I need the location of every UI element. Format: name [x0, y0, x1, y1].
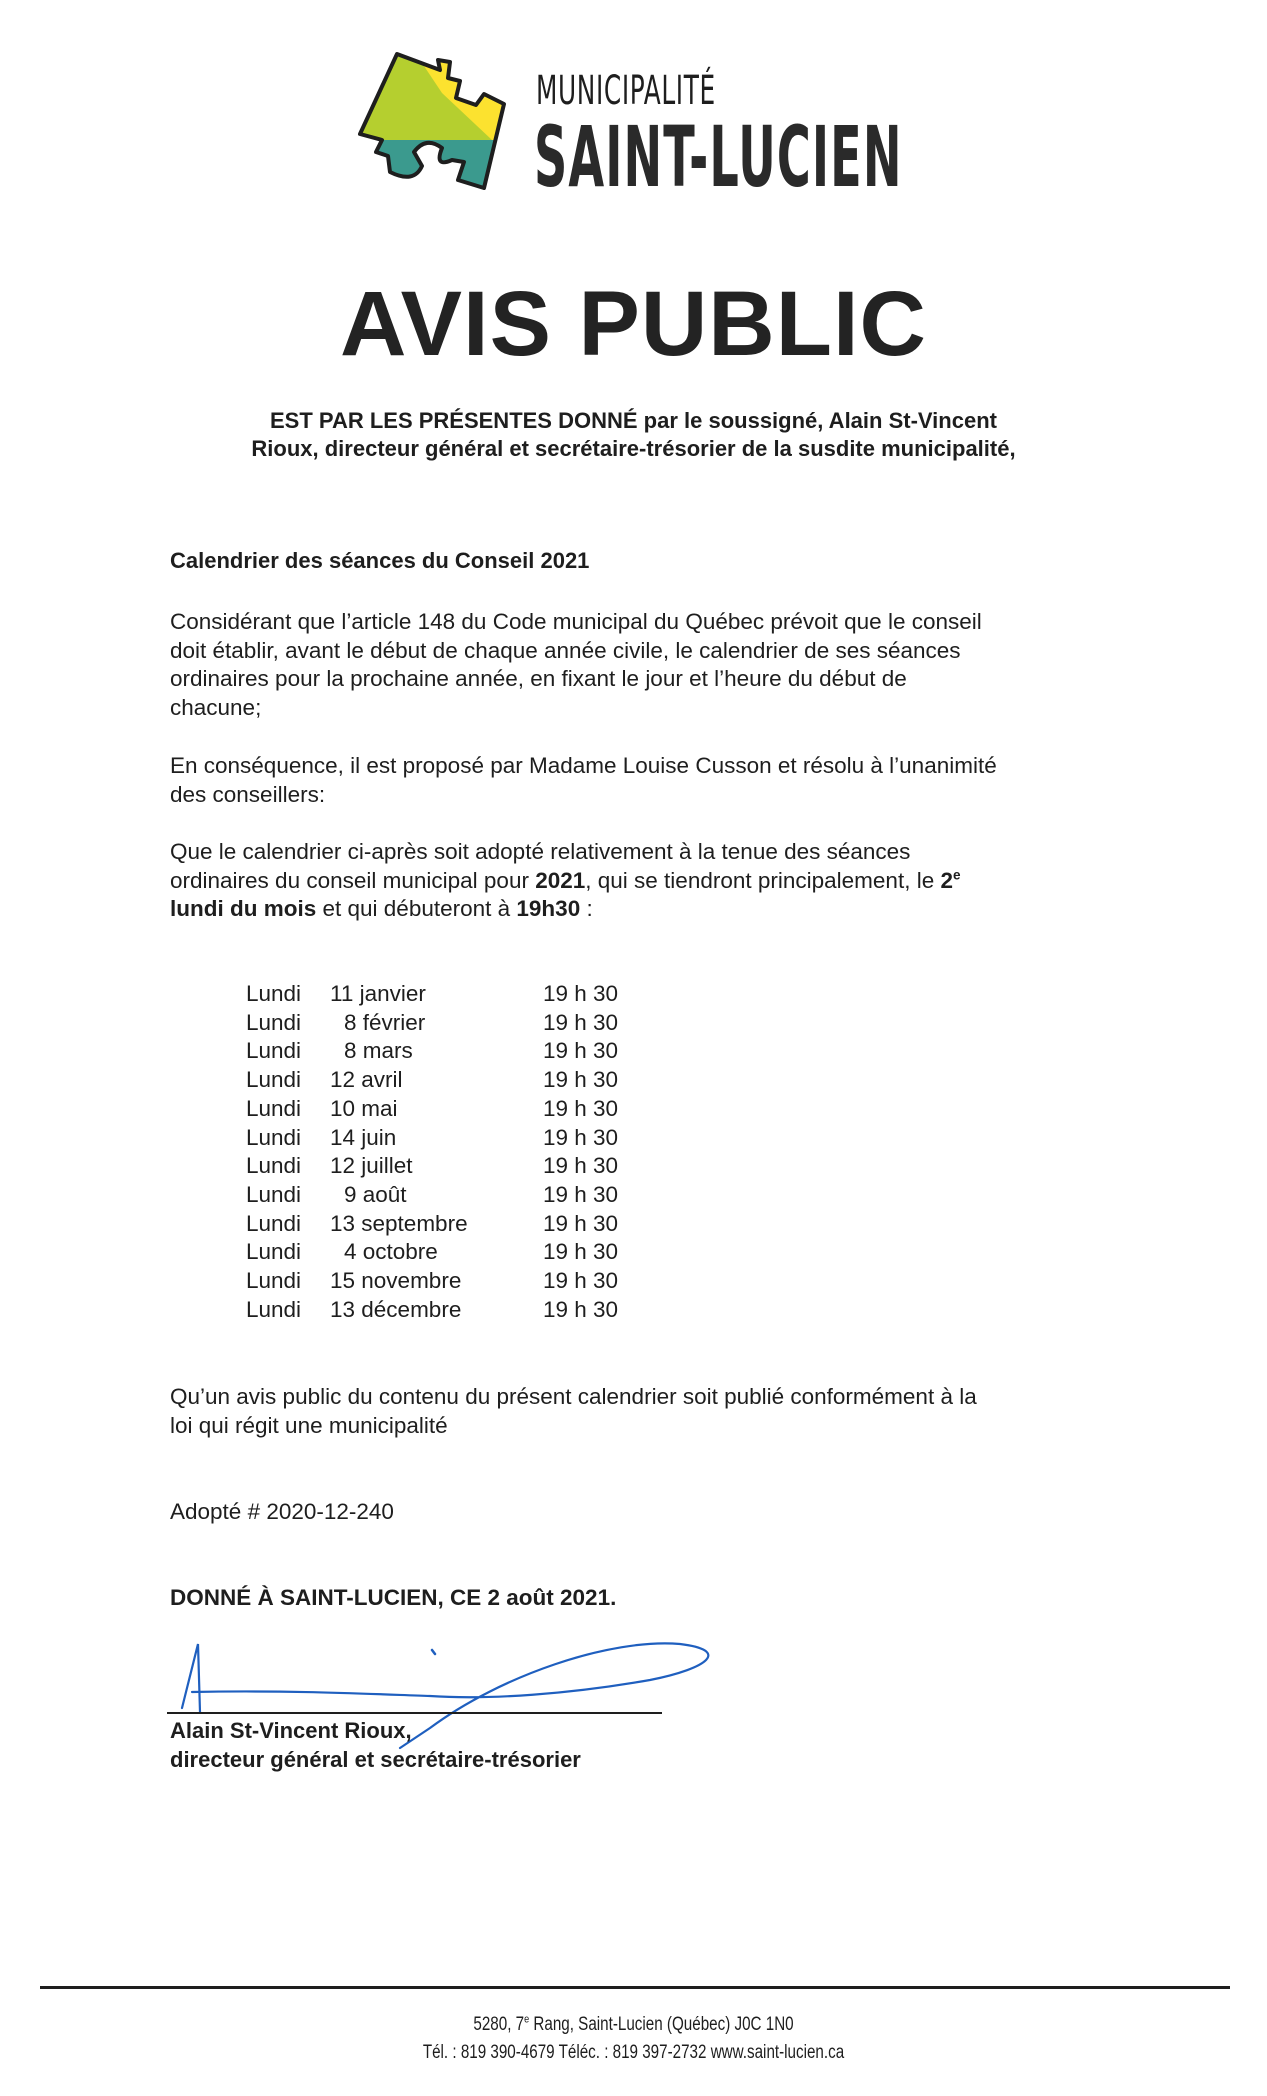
row-day: Lundi [246, 1296, 302, 1322]
row-day: Lundi [246, 1038, 302, 1064]
schedule-row [246, 1296, 746, 1325]
footer-divider [40, 1986, 1230, 1989]
text-fragment: Rang, Saint-Lucien (Québec) J0C 1N0 [529, 2014, 794, 2035]
ordinal-bold: 2 [940, 867, 953, 893]
row-time: 19 h 30 [543, 1009, 619, 1035]
paragraph-publication [170, 1383, 1130, 1440]
text-line: des conseillers: [170, 781, 326, 807]
text-line: ordinaires pour la prochaine année, en fixant le jour et l’heure du début de [170, 666, 907, 691]
row-day: Lundi [246, 1239, 302, 1265]
row-time: 19 h 30 [543, 1153, 619, 1179]
row-date: 10 mai [330, 1095, 398, 1121]
text-line: Considérant que l’article 148 du Code municipal du Québec prévoit que le conseil [170, 609, 982, 634]
section-heading: Calendrier des séances du Conseil 2021 [170, 548, 590, 573]
text-line: En conséquence, il est proposé par Madame Louise Cusson et résolu à l’unanimité [170, 753, 997, 778]
schedule-row [246, 1152, 746, 1181]
row-day: Lundi [246, 1095, 302, 1121]
row-date: 8 février [344, 1009, 426, 1035]
intro-line-2: Rioux, directeur général et secrétaire-trésorier de la susdite municipalité, [251, 436, 1016, 461]
footer-contact: Tél. : 819 390-4679 Téléc. : 819 397-2732 www.saint-lucien.ca [422, 2042, 845, 2063]
text-fragment: ordinaires du conseil municipal pour [170, 867, 536, 893]
text-line: chacune; [170, 694, 262, 720]
row-day: Lundi [246, 1153, 302, 1179]
row-time: 19 h 30 [543, 1296, 619, 1322]
schedule-row [246, 1238, 746, 1267]
schedule-row [246, 1267, 746, 1296]
schedule-row [246, 1037, 746, 1066]
row-time: 19 h 30 [543, 1067, 619, 1093]
schedule-row [246, 1210, 746, 1239]
row-day: Lundi [246, 1210, 302, 1236]
row-day: Lundi [246, 981, 302, 1006]
row-date: 13 décembre [330, 1296, 462, 1322]
ordinal-suffix: e [524, 2013, 530, 2026]
brand-subtitle: MUNICIPALITÉ [536, 68, 716, 114]
text-fragment: : [580, 896, 593, 921]
text-fragment: 5280, 7 [473, 2014, 525, 2035]
text-fragment: , qui se tiendront principalement, le [585, 867, 941, 893]
row-day: Lundi [246, 1009, 302, 1035]
schedule-row [246, 1124, 746, 1153]
brand-title: SAINT-LUCIEN [534, 108, 903, 206]
intro-rest: par le soussigné, Alain St-Vincent [637, 408, 997, 433]
adopted-reference: Adopté # 2020-12-240 [170, 1499, 394, 1524]
row-time: 19 h 30 [543, 1038, 619, 1064]
row-date: 11 janvier [330, 981, 426, 1006]
schedule-row [246, 1066, 746, 1095]
intro-line-1 [0, 408, 1267, 434]
row-date: 15 novembre [330, 1268, 462, 1293]
row-day: Lundi [246, 1067, 302, 1093]
monday-bold: lundi du mois [170, 896, 317, 921]
text-fragment: et qui débuteront à [316, 896, 517, 921]
row-day: Lundi [246, 1268, 302, 1293]
row-time: 19 h 30 [543, 1124, 619, 1150]
schedule-row [246, 1009, 746, 1038]
row-time: 19 h 30 [543, 981, 619, 1006]
row-time: 19 h 30 [543, 1268, 619, 1293]
row-date: 12 juillet [330, 1153, 413, 1179]
given-at-date: DONNÉ À SAINT-LUCIEN, CE 2 août 2021. [170, 1585, 617, 1610]
ordinal-suffix: e [952, 867, 961, 882]
text-line: doit établir, avant le début de chaque année civile, le calendrier de ses séances [170, 637, 961, 663]
paragraph-resolution [170, 752, 1130, 809]
row-time: 19 h 30 [543, 1181, 619, 1207]
schedule-row [246, 1181, 746, 1210]
page-title: AVIS PUBLIC [340, 273, 927, 375]
text-line: loi qui régit une municipalité [170, 1412, 448, 1438]
row-time: 19 h 30 [543, 1210, 619, 1236]
municipality-logo [352, 48, 517, 196]
row-date: 8 mars [344, 1038, 413, 1064]
row-time: 19 h 30 [543, 1239, 619, 1265]
row-date: 13 septembre [330, 1210, 468, 1236]
paragraph-adoption [170, 838, 1130, 924]
paragraph-considering [170, 608, 1130, 722]
text-line: Que le calendrier ci-après soit adopté relativement à la tenue des séances [170, 839, 911, 864]
row-time: 19 h 30 [543, 1095, 619, 1121]
intro-caps: EST PAR LES PRÉSENTES DONNÉ [270, 408, 638, 433]
footer-address [127, 2014, 1141, 2036]
text-line: Qu’un avis public du contenu du présent calendrier soit publié conformément à la [170, 1384, 977, 1409]
signatory-name: Alain St-Vincent Rioux, [170, 1718, 412, 1743]
signatory-role: directeur général et secrétaire-trésorier [170, 1747, 581, 1772]
row-date: 14 juin [330, 1124, 397, 1150]
signature-line [167, 1712, 662, 1714]
municipality-puzzle-logo-icon [352, 48, 517, 196]
row-day: Lundi [246, 1181, 302, 1207]
year-bold: 2021 [535, 867, 586, 893]
text-line [170, 895, 1130, 924]
row-day: Lundi [246, 1124, 302, 1150]
row-date: 9 août [344, 1181, 407, 1207]
schedule-row [246, 980, 746, 1009]
schedule-row [246, 1095, 746, 1124]
text-line [170, 867, 1130, 896]
row-date: 4 octobre [344, 1239, 438, 1265]
time-bold: 19h30 [516, 896, 581, 921]
row-date: 12 avril [330, 1067, 403, 1093]
